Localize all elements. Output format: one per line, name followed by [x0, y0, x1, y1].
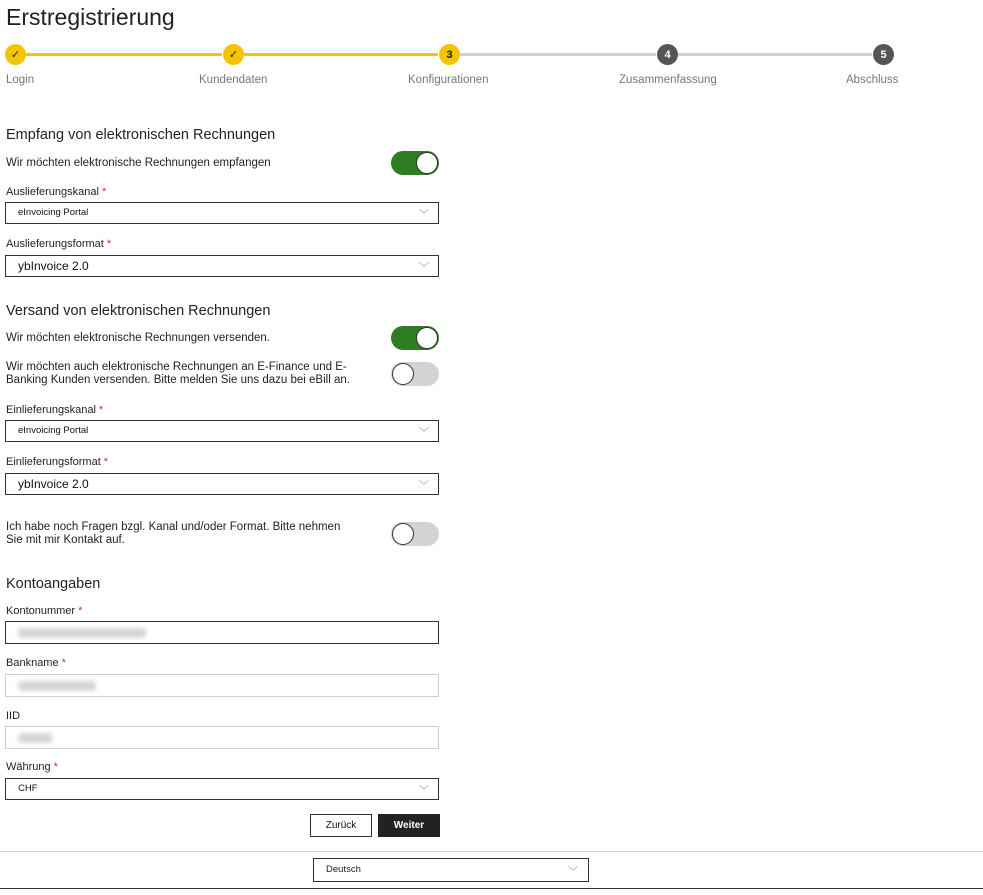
contact-toggle-label — [6, 521, 340, 547]
bankname-input[interactable] — [5, 674, 439, 697]
chevron-down-icon: ﹀ — [419, 481, 429, 492]
bankname-label-text: Bankname — [6, 657, 59, 669]
required-marker: * — [61, 657, 66, 669]
efinance-label-line-2: Banking Kunden versenden. Bitte melden Sie uns dazu bei eBill an. — [6, 374, 350, 386]
toggle-knob — [392, 523, 414, 545]
step-5-label: Abschluss — [846, 74, 899, 86]
kontonummer-label — [6, 605, 82, 617]
step-5-marker: 5 — [873, 44, 894, 65]
versand-toggle-label: Wir möchten elektronische Rechnungen versenden. — [6, 332, 271, 344]
step-2-label: Kundendaten — [199, 74, 268, 86]
waehrung-label — [6, 761, 58, 773]
efinance-toggle[interactable] — [391, 362, 439, 386]
contact-label-line-2: Sie mit mir Kontakt auf. — [6, 534, 125, 546]
auslieferungskanal-value: eInvoicing Portal — [18, 207, 89, 218]
required-marker: * — [53, 761, 58, 773]
einlieferungskanal-label-text: Einlieferungskanal — [6, 404, 96, 416]
step-2-check-icon: ✓ — [223, 44, 244, 65]
efinance-label-line-1: Wir möchten auch elektronische Rechnungen an E-Finance und E- — [6, 361, 347, 373]
toggle-knob — [416, 327, 438, 349]
stepper-line-3 — [460, 53, 656, 56]
step-3-label: Konfigurationen — [408, 74, 489, 86]
required-marker: * — [103, 456, 109, 468]
einlieferungsformat-value: ybInvoice 2.0 — [18, 477, 89, 491]
efinance-toggle-label — [6, 361, 350, 387]
einlieferungsformat-label — [6, 456, 108, 468]
iid-label-text: IID — [6, 710, 21, 722]
back-button[interactable]: Zurück — [310, 814, 372, 837]
page-title: Erstregistrierung — [6, 4, 175, 30]
auslieferungsformat-label — [6, 238, 111, 250]
next-button[interactable]: Weiter — [378, 814, 440, 837]
bankname-label — [6, 657, 66, 669]
footer-divider-top — [0, 851, 983, 852]
einlieferungskanal-value: eInvoicing Portal — [18, 425, 89, 436]
auslieferungsformat-select[interactable] — [5, 255, 439, 277]
chevron-down-icon: ﹀ — [419, 786, 429, 797]
progress-stepper — [0, 42, 983, 92]
chevron-down-icon: ﹀ — [419, 210, 429, 221]
stepper-line-2 — [244, 53, 438, 56]
language-value: Deutsch — [326, 864, 361, 875]
required-marker: * — [98, 404, 104, 416]
required-marker: * — [78, 605, 83, 617]
waehrung-value: CHF — [18, 783, 38, 794]
kontonummer-label-text: Kontonummer — [6, 605, 76, 617]
iid-label — [6, 710, 20, 722]
redacted-value — [18, 628, 146, 638]
toggle-knob — [392, 363, 414, 385]
chevron-down-icon: ﹀ — [419, 428, 429, 439]
einlieferungskanal-select[interactable] — [5, 420, 439, 442]
iid-input[interactable] — [5, 726, 439, 749]
einlieferungsformat-label-text: Einlieferungsformat — [6, 456, 101, 468]
language-select[interactable] — [313, 858, 589, 882]
auslieferungskanal-label — [6, 186, 106, 198]
kontonummer-input[interactable] — [5, 621, 439, 644]
auslieferungskanal-label-text: Auslieferungskanal — [6, 186, 99, 198]
step-3-marker: 3 — [439, 44, 460, 65]
versand-section-title: Versand von elektronischen Rechnungen — [6, 303, 271, 319]
stepper-line-4 — [678, 53, 872, 56]
redacted-value — [18, 733, 52, 743]
chevron-down-icon: ﹀ — [419, 263, 429, 274]
required-marker: * — [106, 238, 112, 250]
chevron-down-icon: ﹀ — [568, 867, 578, 878]
empfang-toggle[interactable] — [391, 151, 439, 175]
waehrung-label-text: Währung — [6, 761, 51, 773]
versand-toggle[interactable] — [391, 326, 439, 350]
step-4-marker: 4 — [657, 44, 678, 65]
einlieferungsformat-select[interactable] — [5, 473, 439, 495]
auslieferungsformat-label-text: Auslieferungsformat — [6, 238, 104, 250]
empfang-section-title: Empfang von elektronischen Rechnungen — [6, 127, 276, 143]
step-4-label: Zusammenfassung — [619, 74, 717, 86]
stepper-line-1 — [26, 53, 222, 56]
konto-section-title: Kontoangaben — [6, 576, 101, 592]
auslieferungsformat-value: ybInvoice 2.0 — [18, 259, 89, 273]
einlieferungskanal-label — [6, 404, 103, 416]
auslieferungskanal-select[interactable] — [5, 202, 439, 224]
footer-divider-bottom — [0, 888, 983, 889]
toggle-knob — [416, 152, 438, 174]
redacted-value — [18, 681, 96, 691]
empfang-toggle-label: Wir möchten elektronische Rechnungen empfangen — [6, 157, 271, 169]
contact-label-line-1: Ich habe noch Fragen bzgl. Kanal und/oder Format. Bitte nehmen — [6, 521, 341, 533]
contact-toggle[interactable] — [391, 522, 439, 546]
waehrung-select[interactable] — [5, 778, 439, 800]
required-marker: * — [101, 186, 107, 198]
step-1-label: Login — [6, 74, 35, 86]
step-1-check-icon: ✓ — [5, 44, 26, 65]
